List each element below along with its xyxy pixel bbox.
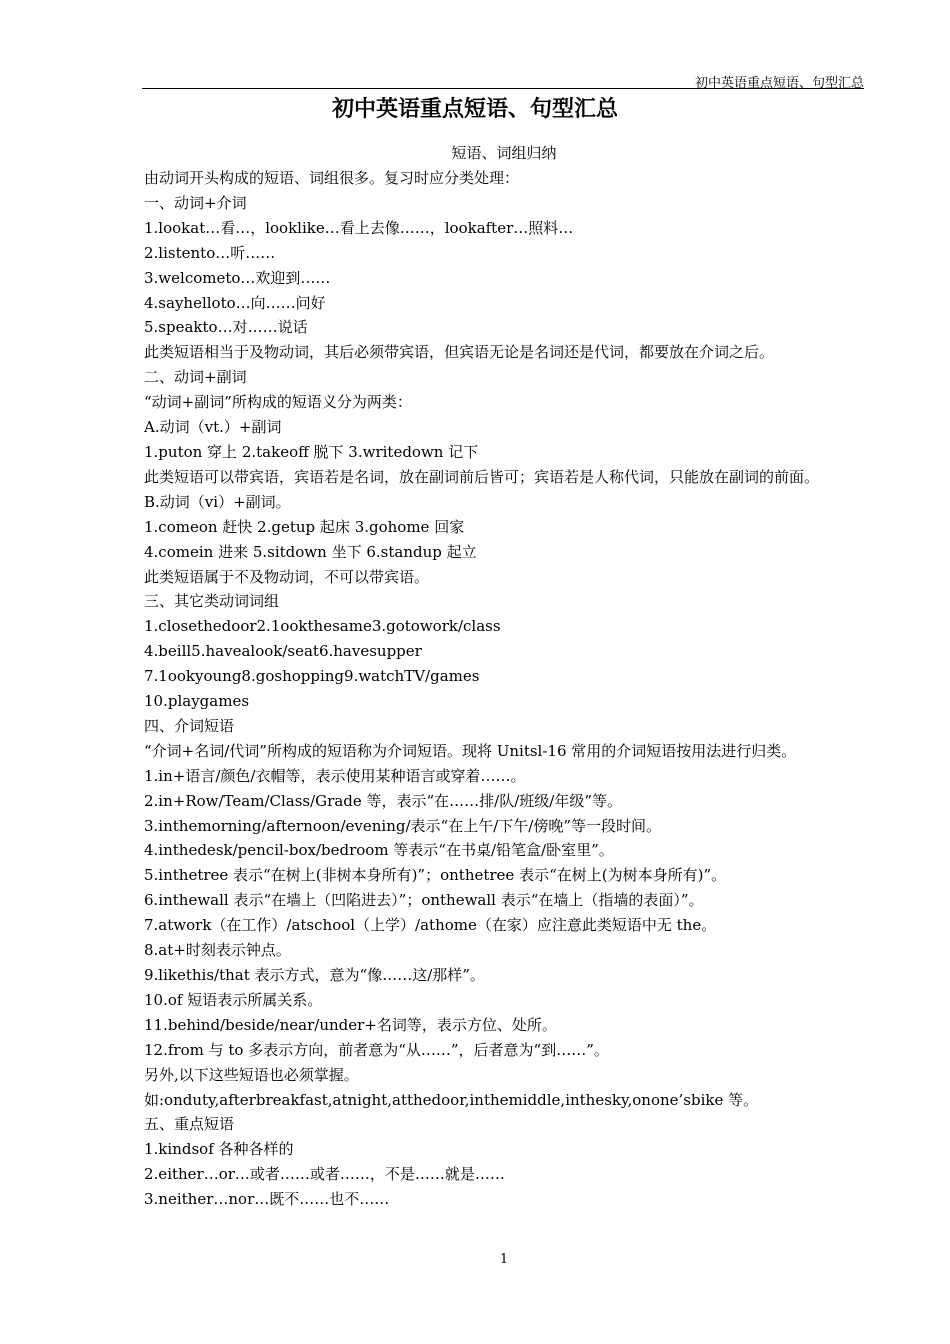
list-item: 5.speakto…对……说话 xyxy=(144,318,308,337)
list-item: 3.neither…nor…既不……也不…… xyxy=(144,1190,390,1209)
list-item: 2.either…or…或者……或者……，不是……就是…… xyxy=(144,1165,505,1184)
list-item: 8.at+时刻表示钟点。 xyxy=(144,941,291,960)
list-item: 2.listento…听…… xyxy=(144,243,276,262)
list-item: 1.closethedoor2.1ookthesame3.gotowork/class xyxy=(144,617,501,636)
paragraph: “动词+副词”所构成的短语义分为两类： xyxy=(144,393,412,412)
paragraph: 此类短语属于不及物动词，不可以带宾语。 xyxy=(144,567,430,586)
section-heading: 四、介词短语 xyxy=(144,716,235,735)
list-item: 3.inthemorning/afternoon/evening/表示“在上午/下午/傍晚”等一段时间。 xyxy=(144,816,661,835)
paragraph: “介词+名词/代词”所构成的短语称为介词短语。现将 Unitsl-16 常用的介词短语按用法进行归类。 xyxy=(144,741,797,760)
section-heading: 二、动词+副词 xyxy=(144,368,247,387)
list-item: 12.from 与 to 多表示方向，前者意为“从……”，后者意为“到……”。 xyxy=(144,1040,609,1059)
list-item: 4.sayhelloto…向……问好 xyxy=(144,293,326,312)
subsection-heading: A.动词（vt.）+副词 xyxy=(144,418,282,437)
header-rule xyxy=(142,88,864,89)
paragraph: 此类短语可以带宾语，宾语若是名词，放在副词前后皆可；宾语若是人称代词，只能放在副词的前面。 xyxy=(144,467,820,486)
list-item: 1.in+语言/颜色/衣帽等，表示使用某种语言或穿着……。 xyxy=(144,766,526,785)
section-heading: 三、其它类动词词组 xyxy=(144,592,280,611)
section-subtitle: 短语、词组归纳 xyxy=(451,144,557,162)
document-body xyxy=(144,166,866,1212)
list-item: 6.inthewall 表示“在墙上（凹陷进去）”；onthewall 表示“在墙上（指墙的表面）”。 xyxy=(144,891,704,910)
list-item: 10.playgames xyxy=(144,692,250,711)
document-title: 初中英语重点短语、句型汇总 xyxy=(331,97,618,122)
list-item: 4.comein 进来 5.sitdown 坐下 6.standup 起立 xyxy=(144,542,477,561)
section-heading: 五、重点短语 xyxy=(144,1115,235,1134)
list-item: 2.in+Row/Team/Class/Grade 等，表示“在……排/队/班级/年级”等。 xyxy=(144,791,623,810)
list-item: 1.lookat…看…，looklike…看上去像……，lookafter…照料… xyxy=(144,218,574,237)
list-item: 4.beill5.havealook/seat6.havesupper xyxy=(144,642,422,661)
list-item: 1.kindsof 各种各样的 xyxy=(144,1140,294,1159)
page-number: 1 xyxy=(499,1252,509,1267)
subsection-heading: B.动词（vi）+副词。 xyxy=(144,492,291,511)
paragraph: 此类短语相当于及物动词，其后必须带宾语，但宾语无论是名词还是代词，都要放在介词之后。 xyxy=(144,343,775,362)
list-item: 1.puton 穿上 2.takeoff 脱下 3.writedown 记下 xyxy=(144,442,479,461)
list-item: 7.atwork（在工作）/atschool（上学）/athome（在家）应注意此类短语中无 the。 xyxy=(144,916,717,935)
list-item: 3.welcometo…欢迎到…… xyxy=(144,268,331,287)
list-item: 10.of 短语表示所属关系。 xyxy=(144,990,323,1009)
list-item: 9.likethis/that 表示方式，意为“像……这/那样”。 xyxy=(144,966,485,984)
list-item: 1.comeon 赶快 2.getup 起床 3.gohome 回家 xyxy=(144,517,465,536)
list-item: 5.inthetree 表示“在树上(非树本身所有)”；onthetree 表示“在树上(为树本身所有)”。 xyxy=(144,866,727,885)
paragraph: 由动词开头构成的短语、词组很多。复习时应分类处理： xyxy=(144,169,520,187)
running-header: 初中英语重点短语、句型汇总 xyxy=(694,76,864,91)
list-item: 4.inthedesk/pencil-box/bedroom 等表示“在书桌/铅笔盒/卧室里”。 xyxy=(144,841,614,860)
list-item: 11.behind/beside/near/under+名词等，表示方位、处所。 xyxy=(144,1015,557,1034)
paragraph: 另外,以下这些短语也必须掌握。如:onduty,afterbreakfast,atnight,atthedoor,inthemiddle,inthesky,onone’sbike 等。 xyxy=(144,1065,759,1109)
list-item: 7.1ookyoung8.goshopping9.watchTV/games xyxy=(144,667,480,686)
section-heading: 一、动词+介词 xyxy=(144,193,247,212)
